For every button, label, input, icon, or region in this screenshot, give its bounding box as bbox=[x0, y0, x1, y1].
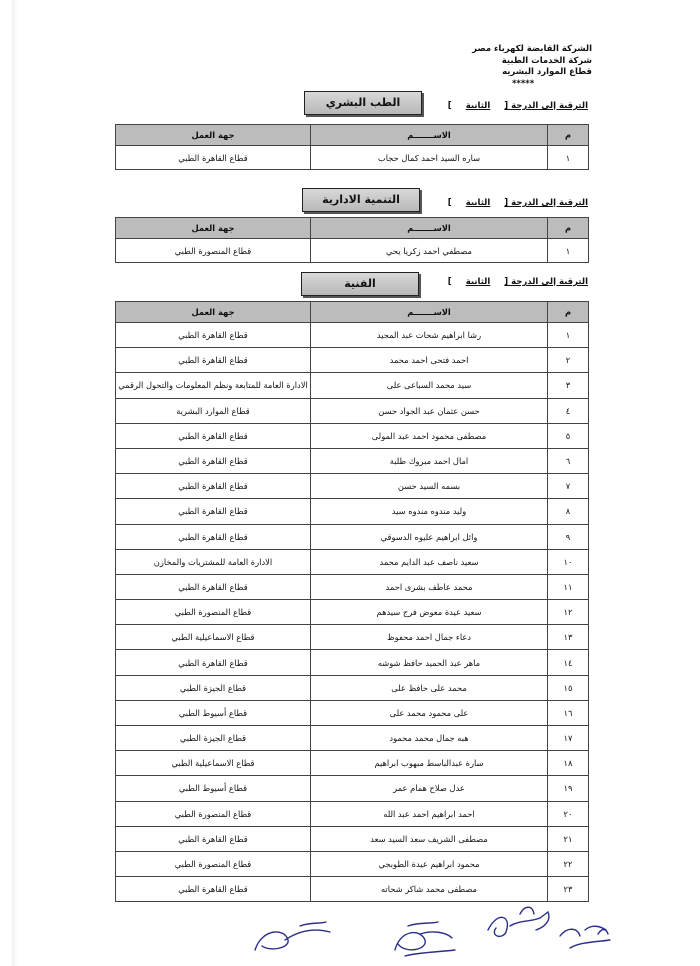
table-row bbox=[116, 499, 589, 524]
promotion-grade: الثانية bbox=[465, 277, 491, 287]
cell-department: قطاع القاهرة الطبي bbox=[116, 574, 311, 599]
cell-number: ١٥ bbox=[548, 675, 589, 700]
promotion-suffix: ] bbox=[447, 277, 452, 287]
promotion-line-3 bbox=[448, 277, 588, 287]
cell-department: قطاع الجيزة الطبي bbox=[116, 726, 311, 751]
cell-name: وائل ابراهيم عليوه الدسوقي bbox=[311, 524, 548, 549]
table-row bbox=[116, 776, 589, 801]
signature-2-icon bbox=[395, 922, 455, 956]
promotion-prefix: الترقية إلى الدرجة [ bbox=[504, 101, 588, 111]
cell-number: ١٢ bbox=[548, 600, 589, 625]
table-row bbox=[116, 801, 589, 826]
cell-name: محمد على حافظ على bbox=[311, 675, 548, 700]
cell-name: سعيد ناصف عبد الدايم محمد bbox=[311, 549, 548, 574]
cell-department: قطاع القاهرة الطبي bbox=[116, 348, 311, 373]
cell-department: قطاع القاهرة الطبي bbox=[116, 323, 311, 348]
promotion-line-1 bbox=[448, 101, 588, 111]
organization-header bbox=[472, 44, 592, 90]
cell-number: ١٦ bbox=[548, 700, 589, 725]
cell-department: قطاع المنصورة الطبي bbox=[116, 851, 311, 876]
cell-name: مصطفى محمود احمد عبد المولى bbox=[311, 423, 548, 448]
cell-department: قطاع القاهرة الطبي bbox=[116, 650, 311, 675]
cell-number: ٦ bbox=[548, 448, 589, 473]
cell-number: ١٧ bbox=[548, 726, 589, 751]
cell-department: قطاع القاهرة الطبي bbox=[116, 499, 311, 524]
table-row bbox=[116, 600, 589, 625]
table-header-row bbox=[116, 125, 589, 146]
table-row bbox=[116, 726, 589, 751]
column-header-no: م bbox=[548, 125, 589, 146]
cell-department: قطاع القاهرة الطبي bbox=[116, 423, 311, 448]
column-header-dept: جهة العمل bbox=[116, 218, 311, 239]
org-stars: ***** bbox=[511, 78, 535, 89]
cell-number: ٢٢ bbox=[548, 851, 589, 876]
cell-name: مصطفى محمد شاكر شحاته bbox=[311, 877, 548, 902]
cell-department: قطاع الجيزة الطبي bbox=[116, 675, 311, 700]
section-title-3: الفنية bbox=[301, 272, 419, 296]
cell-name: هبه جمال محمد محمود bbox=[311, 726, 548, 751]
cell-name: ساره السيد احمد كمال حجاب bbox=[311, 146, 548, 170]
cell-number: ٧ bbox=[548, 474, 589, 499]
signature-1-icon bbox=[255, 922, 330, 950]
table-row bbox=[116, 751, 589, 776]
table-row bbox=[116, 524, 589, 549]
table-body-3 bbox=[116, 323, 589, 902]
table-header-row bbox=[116, 302, 589, 323]
table-row bbox=[116, 146, 589, 170]
table-row bbox=[116, 373, 589, 398]
cell-name: محمد عاطف بشرى احمد bbox=[311, 574, 548, 599]
table-section-2 bbox=[115, 217, 589, 263]
cell-number: ١١ bbox=[548, 574, 589, 599]
table-row bbox=[116, 700, 589, 725]
cell-department: قطاع أسيوط الطبي bbox=[116, 700, 311, 725]
cell-department: قطاع القاهرة الطبي bbox=[116, 448, 311, 473]
cell-number: ١٤ bbox=[548, 650, 589, 675]
cell-department: قطاع القاهرة الطبي bbox=[116, 877, 311, 902]
cell-name: احمد ابراهيم احمد عبد الله bbox=[311, 801, 548, 826]
cell-number: ١٩ bbox=[548, 776, 589, 801]
cell-number: ١٨ bbox=[548, 751, 589, 776]
cell-department: قطاع أسيوط الطبي bbox=[116, 776, 311, 801]
cell-number: ١٠ bbox=[548, 549, 589, 574]
cell-department: قطاع القاهرة الطبي bbox=[116, 146, 311, 170]
cell-number: ٤ bbox=[548, 398, 589, 423]
section-title-2: التنمية الادارية bbox=[302, 188, 420, 212]
cell-department: قطاع الموارد البشرية bbox=[116, 398, 311, 423]
column-header-dept: جهة العمل bbox=[116, 125, 311, 146]
table-row bbox=[116, 348, 589, 373]
cell-name: على محمود محمد على bbox=[311, 700, 548, 725]
table-section-1 bbox=[115, 124, 589, 170]
cell-name: دعاء جمال احمد محفوظ bbox=[311, 625, 548, 650]
cell-name: ماهر عبد الحميد حافظ شوشه bbox=[311, 650, 548, 675]
signature-3-icon bbox=[488, 907, 549, 936]
table-section-3 bbox=[115, 301, 589, 902]
table-row bbox=[116, 826, 589, 851]
table-row bbox=[116, 675, 589, 700]
cell-department: قطاع المنصورة الطبي bbox=[116, 600, 311, 625]
column-header-no: م bbox=[548, 302, 589, 323]
cell-number: ٩ bbox=[548, 524, 589, 549]
cell-department: قطاع القاهرة الطبي bbox=[116, 474, 311, 499]
cell-number: ٢ bbox=[548, 348, 589, 373]
promotion-suffix: ] bbox=[447, 198, 452, 208]
cell-name: سارة عبدالباسط مبهوب ابراهيم bbox=[311, 751, 548, 776]
column-header-dept: جهة العمل bbox=[116, 302, 311, 323]
cell-department: الادارة العامة للمشتريات والمخازن bbox=[116, 549, 311, 574]
cell-number: ١ bbox=[548, 146, 589, 170]
promotion-grade: الثانية bbox=[465, 198, 491, 208]
cell-name: سيد محمد السباعى على bbox=[311, 373, 548, 398]
cell-name: امال احمد مبروك طلبة bbox=[311, 448, 548, 473]
cell-number: ٢١ bbox=[548, 826, 589, 851]
cell-number: ٥ bbox=[548, 423, 589, 448]
cell-number: ٨ bbox=[548, 499, 589, 524]
table-body-2 bbox=[116, 239, 589, 263]
table-body-1 bbox=[116, 146, 589, 170]
promotion-prefix: الترقية إلى الدرجة [ bbox=[504, 277, 588, 287]
column-header-name: الاســـــــم bbox=[311, 125, 548, 146]
cell-department: الادارة العامة للمتابعة ونظم المعلومات والتحول الرقمي bbox=[116, 373, 311, 398]
cell-name: سعيد عيدة معوض فرج سيدهم bbox=[311, 600, 548, 625]
promotion-suffix: ] bbox=[447, 101, 452, 111]
table-row bbox=[116, 398, 589, 423]
cell-department: قطاع الاسماعيلية الطبي bbox=[116, 751, 311, 776]
cell-name: وليد مندوه مندوه سيد bbox=[311, 499, 548, 524]
table-row bbox=[116, 650, 589, 675]
cell-name: مصطفي احمد زكريا يحي bbox=[311, 239, 548, 263]
signatures bbox=[0, 870, 700, 966]
column-header-name: الاســـــــم bbox=[311, 302, 548, 323]
cell-department: قطاع القاهرة الطبي bbox=[116, 826, 311, 851]
cell-number: ٣ bbox=[548, 373, 589, 398]
signature-4-icon bbox=[560, 926, 610, 948]
table-row bbox=[116, 448, 589, 473]
cell-name: رشا ابراهيم شحات عبد المجيد bbox=[311, 323, 548, 348]
column-header-no: م bbox=[548, 218, 589, 239]
cell-department: قطاع المنصورة الطبي bbox=[116, 801, 311, 826]
column-header-name: الاســـــــم bbox=[311, 218, 548, 239]
section-title-1: الطب البشري bbox=[304, 91, 422, 115]
cell-number: ١ bbox=[548, 239, 589, 263]
table-row bbox=[116, 574, 589, 599]
table-row bbox=[116, 549, 589, 574]
table-row bbox=[116, 239, 589, 263]
cell-number: ١ bbox=[548, 323, 589, 348]
cell-number: ١٣ bbox=[548, 625, 589, 650]
cell-name: مصطفى الشريف سعد السيد سعد bbox=[311, 826, 548, 851]
cell-name: عدل صلاح همام عمر bbox=[311, 776, 548, 801]
scan-edge bbox=[12, 0, 18, 966]
table-row bbox=[116, 323, 589, 348]
promotion-prefix: الترقية إلى الدرجة [ bbox=[504, 198, 588, 208]
cell-name: حسن عثمان عبد الجواد حسن bbox=[311, 398, 548, 423]
org-line-1: الشركة القابضة لكهرباء مصر bbox=[472, 44, 592, 54]
cell-number: ٢٠ bbox=[548, 801, 589, 826]
cell-department: قطاع المنصورة الطبي bbox=[116, 239, 311, 263]
org-line-2: شركة الخدمات الطبية bbox=[501, 55, 592, 66]
table-row bbox=[116, 423, 589, 448]
table-header-row bbox=[116, 218, 589, 239]
table-row bbox=[116, 474, 589, 499]
cell-name: احمد فتحى احمد محمد bbox=[311, 348, 548, 373]
cell-name: محمود ابراهيم عيدة الطوبجي bbox=[311, 851, 548, 876]
promotion-line-2 bbox=[448, 198, 588, 208]
cell-department: قطاع الاسماعيلية الطبي bbox=[116, 625, 311, 650]
table-row bbox=[116, 625, 589, 650]
promotion-grade: الثانية bbox=[465, 101, 491, 111]
cell-name: بسمه السيد حسن bbox=[311, 474, 548, 499]
cell-department: قطاع القاهرة الطبي bbox=[116, 524, 311, 549]
cell-number: ٢٣ bbox=[548, 877, 589, 902]
org-line-3: قطاع الموارد البشريه bbox=[502, 67, 592, 77]
